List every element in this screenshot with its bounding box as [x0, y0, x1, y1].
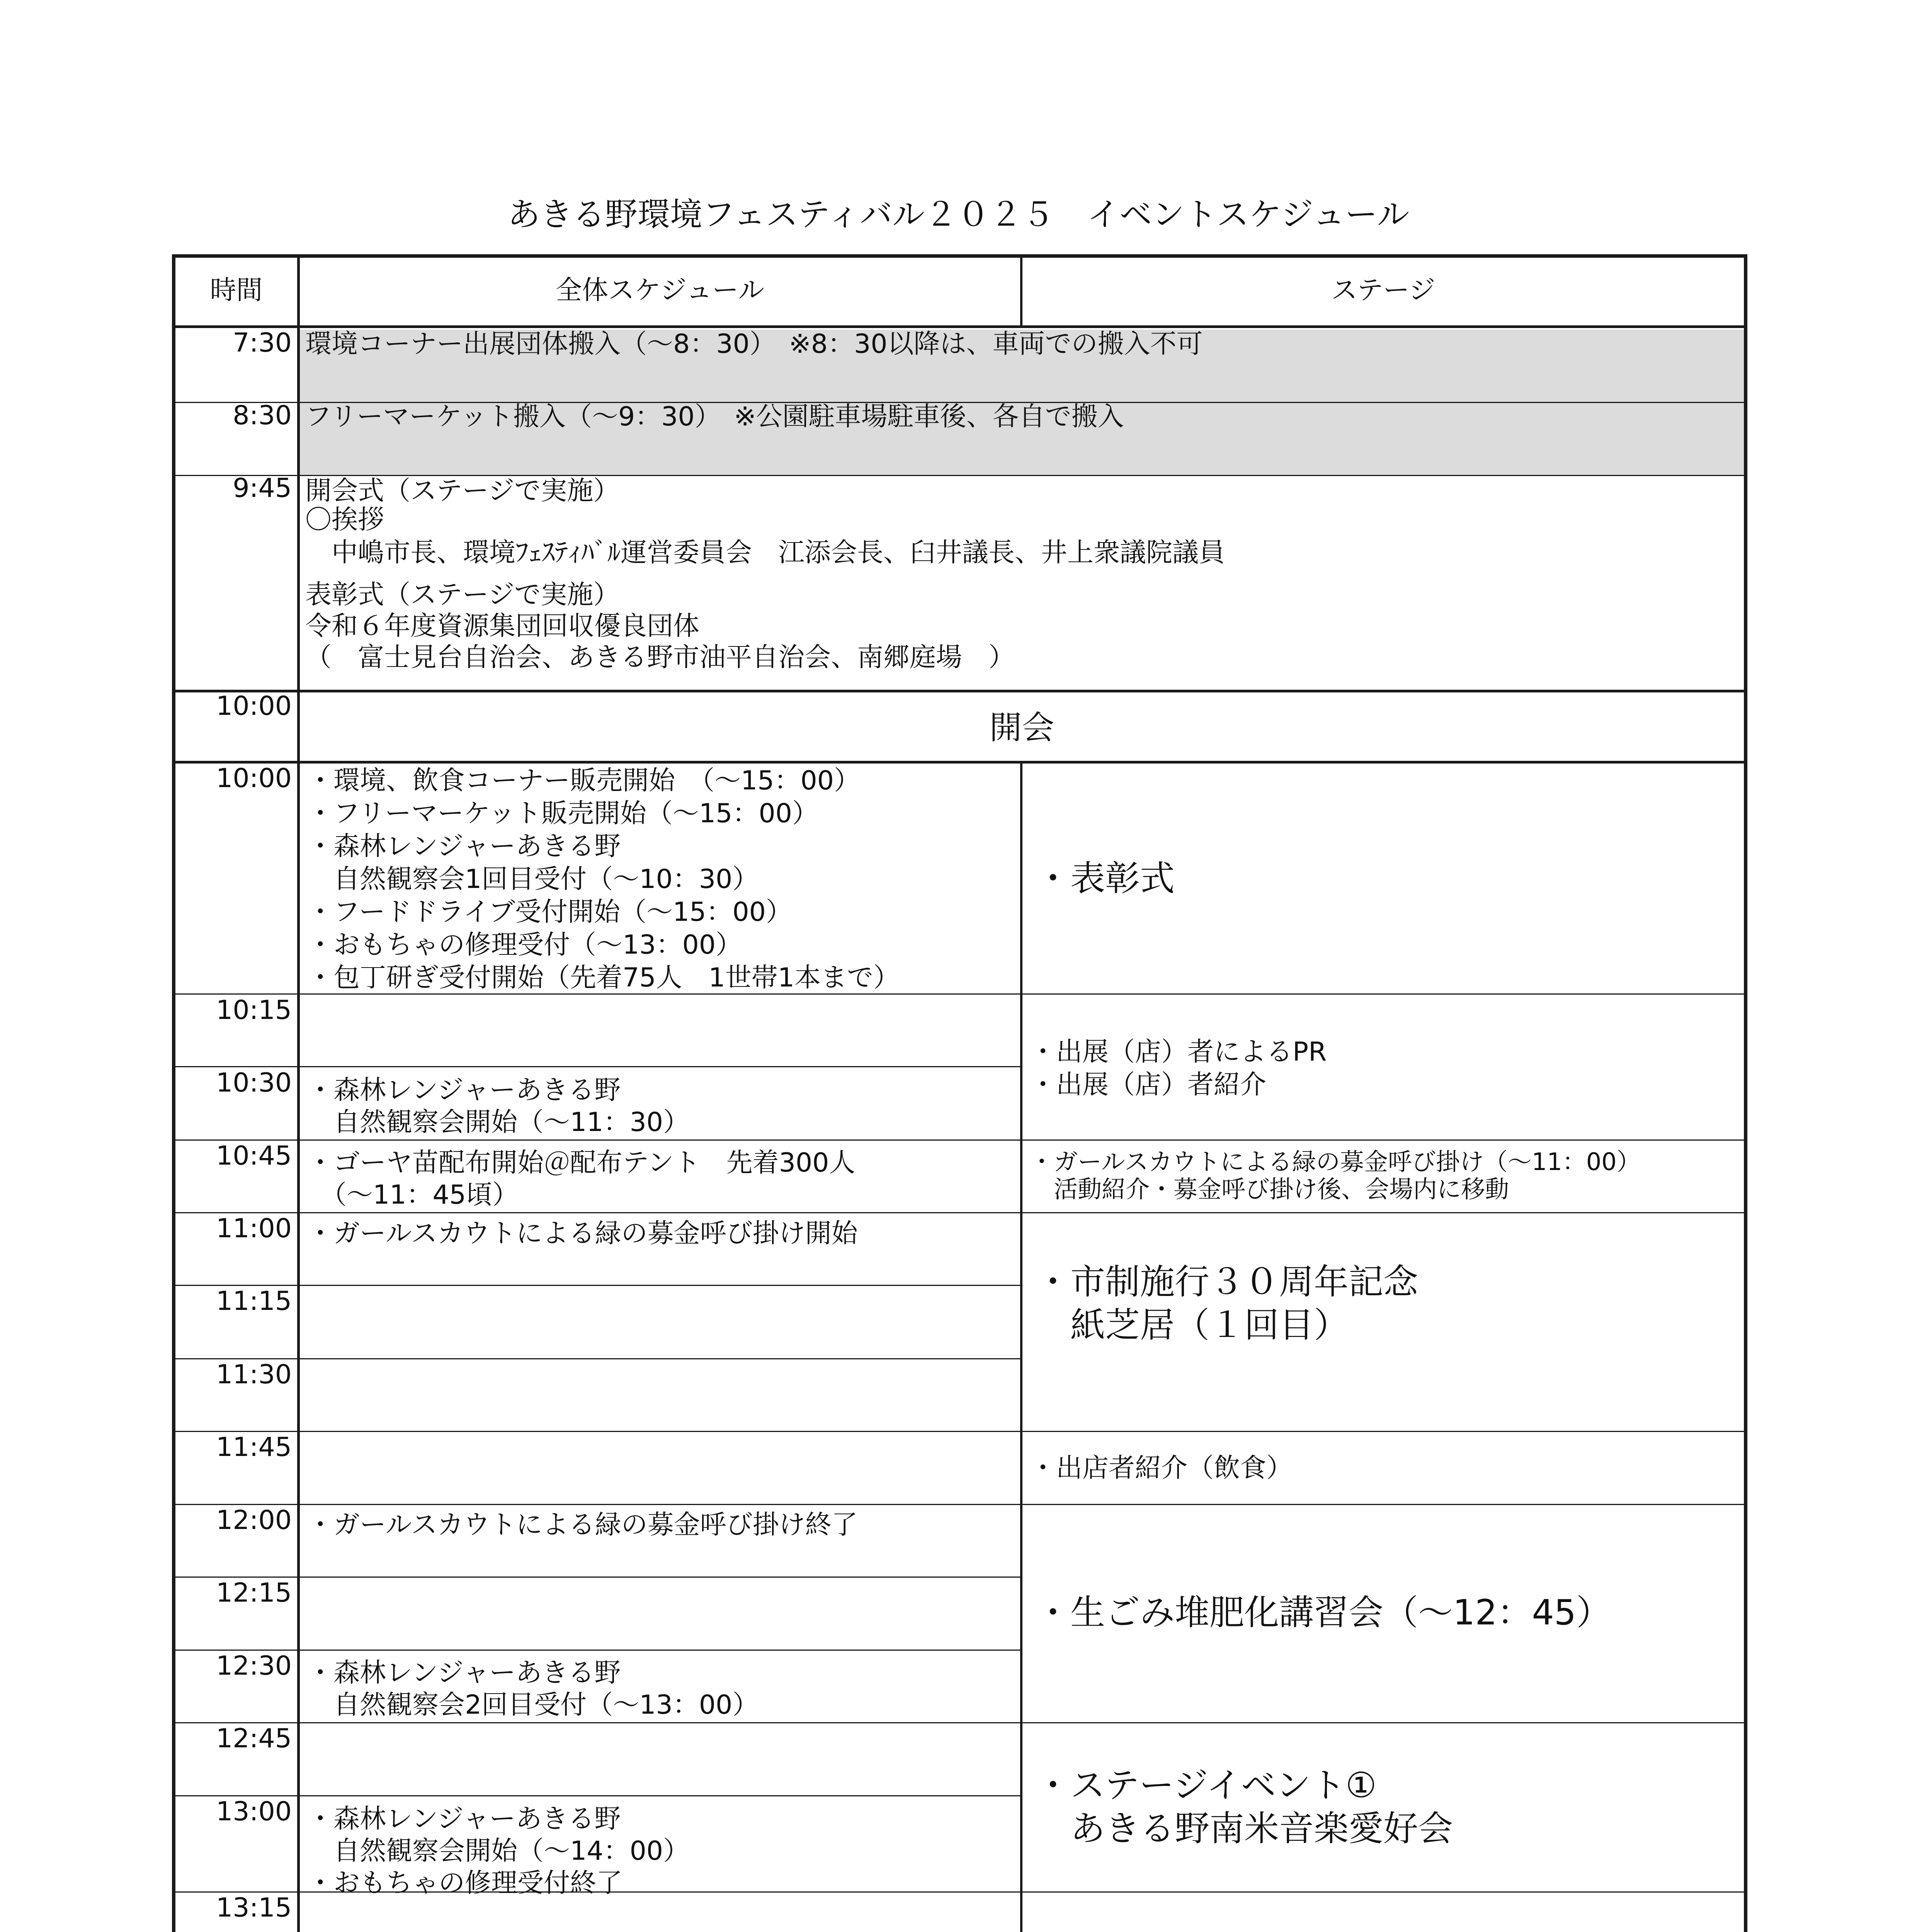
line-1130-left	[172, 1358, 1021, 1359]
stage-item: ・表彰式	[1036, 858, 1175, 899]
award-category: 令和６年度資源集団回収優良団体	[305, 611, 700, 641]
stage-item: ・ステージイベント①	[1036, 1765, 1377, 1806]
header-stage: ステージ	[1331, 275, 1436, 306]
time-1000-opening: 10:00	[216, 691, 292, 721]
time-1215: 12:15	[216, 1578, 292, 1608]
list-item: ・ゴーヤ苗配布開始＠配布テント 先着300人	[307, 1148, 856, 1178]
list-item: 自然観察会1回目受付（〜10：30）	[307, 864, 759, 895]
award-groups: （ 富士見台自治会、あきる野市油平自治会、南郷庭場 ）	[305, 642, 1015, 673]
time-1100: 11:00	[216, 1213, 292, 1244]
stage-item: あきる野南米音楽愛好会	[1036, 1808, 1453, 1849]
list-item: ・森林レンジャーあきる野	[307, 831, 621, 862]
border-top	[172, 254, 1747, 258]
border-right	[1744, 254, 1747, 1932]
stage-item: ・ガールスカウトによる緑の募金呼び掛け（〜11：00）	[1030, 1148, 1641, 1176]
list-item: ・包丁研ぎ受付開始（先着75人 1世帯1本まで）	[307, 963, 900, 993]
line-1215-left	[172, 1577, 1021, 1578]
time-1130: 11:30	[216, 1359, 292, 1390]
line-stage-1315	[1021, 1891, 1747, 1893]
stage-item: ・出店者紹介（飲食）	[1030, 1453, 1293, 1483]
time-1015: 10:15	[216, 995, 292, 1026]
list-item: ・フードドライブ受付開始（〜15：00）	[307, 897, 792, 927]
header-overall: 全体スケジュール	[556, 275, 764, 306]
stage-item: 活動紹介・募金呼び掛け後、会場内に移動	[1030, 1175, 1509, 1203]
list-item: ・森林レンジャーあきる野	[307, 1804, 621, 1834]
line-1100-left	[172, 1212, 1021, 1213]
row-0830-text: フリーマーケット搬入（〜9：30） ※公園駐車場駐車後、各自で搬入	[305, 401, 1124, 432]
time-0830: 8:30	[233, 400, 292, 431]
stage-item: 紙芝居（１回目）	[1036, 1305, 1349, 1345]
list-item: ・森林レンジャーあきる野	[307, 1075, 621, 1105]
line-stage-1015	[1021, 993, 1747, 995]
list-item: ・ガールスカウトによる緑の募金呼び掛け終了	[307, 1510, 858, 1540]
time-1115: 11:15	[216, 1286, 292, 1316]
line-1000-top	[172, 690, 1747, 692]
time-1230: 12:30	[216, 1651, 292, 1681]
stage-item: ・生ごみ堆肥化講習会（〜12：45）	[1036, 1592, 1611, 1633]
document-title: あきる野環境フェスティバル２０２５ イベントスケジュール	[507, 196, 1410, 233]
line-stage-1100	[1021, 1212, 1747, 1213]
time-1300: 13:00	[216, 1796, 292, 1827]
time-1030: 10:30	[216, 1068, 292, 1098]
line-1045-left	[172, 1139, 1021, 1141]
line-1115-left	[172, 1285, 1021, 1286]
stage-item: ・市制施行３０周年記念	[1036, 1262, 1418, 1302]
line-stage-1245	[1021, 1722, 1747, 1723]
stage-item: ・出展（店）者紹介	[1030, 1070, 1267, 1100]
line-stage-1200	[1021, 1504, 1747, 1505]
time-0730: 7:30	[233, 328, 292, 358]
award-ceremony-title: 表彰式（ステージで実施）	[305, 580, 620, 610]
greeting-label: 〇挨拶	[305, 505, 384, 535]
greeting-speakers: 中嶋市長、環境ﾌｪｽﾃｨﾊﾞﾙ運営委員会 江添会長、臼井議長、井上衆議院議員	[305, 537, 1225, 568]
line-1000-bottom	[172, 761, 1747, 764]
list-item: 自然観察会開始（〜11：30）	[307, 1107, 690, 1138]
list-item: （〜11：45頃）	[307, 1180, 519, 1210]
line-stage-1145	[1021, 1431, 1747, 1432]
time-1145: 11:45	[216, 1432, 292, 1463]
line-1145-left	[172, 1431, 1021, 1432]
list-item: ・ガールスカウトによる緑の募金呼び掛け開始	[307, 1218, 858, 1249]
line-1200-left	[172, 1504, 1021, 1505]
time-1000: 10:00	[216, 763, 292, 794]
stage-item: ・出展（店）者によるPR	[1030, 1037, 1327, 1067]
list-item: 自然観察会2回目受付（〜13：00）	[307, 1690, 759, 1720]
line-1030-left	[172, 1066, 1021, 1067]
time-column-divider	[297, 254, 300, 1932]
row-0730-text: 環境コーナー出展団体搬入（〜8：30） ※8：30以降は、車両での搬入不可	[305, 329, 1203, 359]
time-1315: 13:15	[216, 1893, 292, 1923]
list-item: ・おもちゃの修理受付（〜13：00）	[307, 930, 742, 960]
list-item: 自然観察会開始（〜14：00）	[307, 1836, 690, 1866]
line-1300-left	[172, 1795, 1021, 1796]
line-1245-left	[172, 1722, 1021, 1723]
header-time: 時間	[210, 275, 263, 306]
time-1200: 12:00	[216, 1505, 292, 1536]
line-1230-left	[172, 1650, 1021, 1651]
border-left	[172, 254, 175, 1932]
opening-ceremony-title: 開会式（ステージで実施）	[305, 476, 620, 506]
opening-label: 開会	[989, 709, 1055, 747]
time-1245: 12:45	[216, 1723, 292, 1754]
time-1045: 10:45	[216, 1141, 292, 1171]
list-item: ・フリーマーケット販売開始（〜15：00）	[307, 798, 818, 829]
list-item: ・環境、飲食コーナー販売開始 （〜15：00）	[307, 765, 861, 796]
list-item: ・おもちゃの修理受付終了	[307, 1868, 623, 1898]
column-divider-body	[1020, 762, 1022, 1932]
line-stage-1045	[1021, 1139, 1747, 1141]
list-item: ・森林レンジャーあきる野	[307, 1658, 621, 1688]
time-0945: 9:45	[233, 473, 292, 503]
